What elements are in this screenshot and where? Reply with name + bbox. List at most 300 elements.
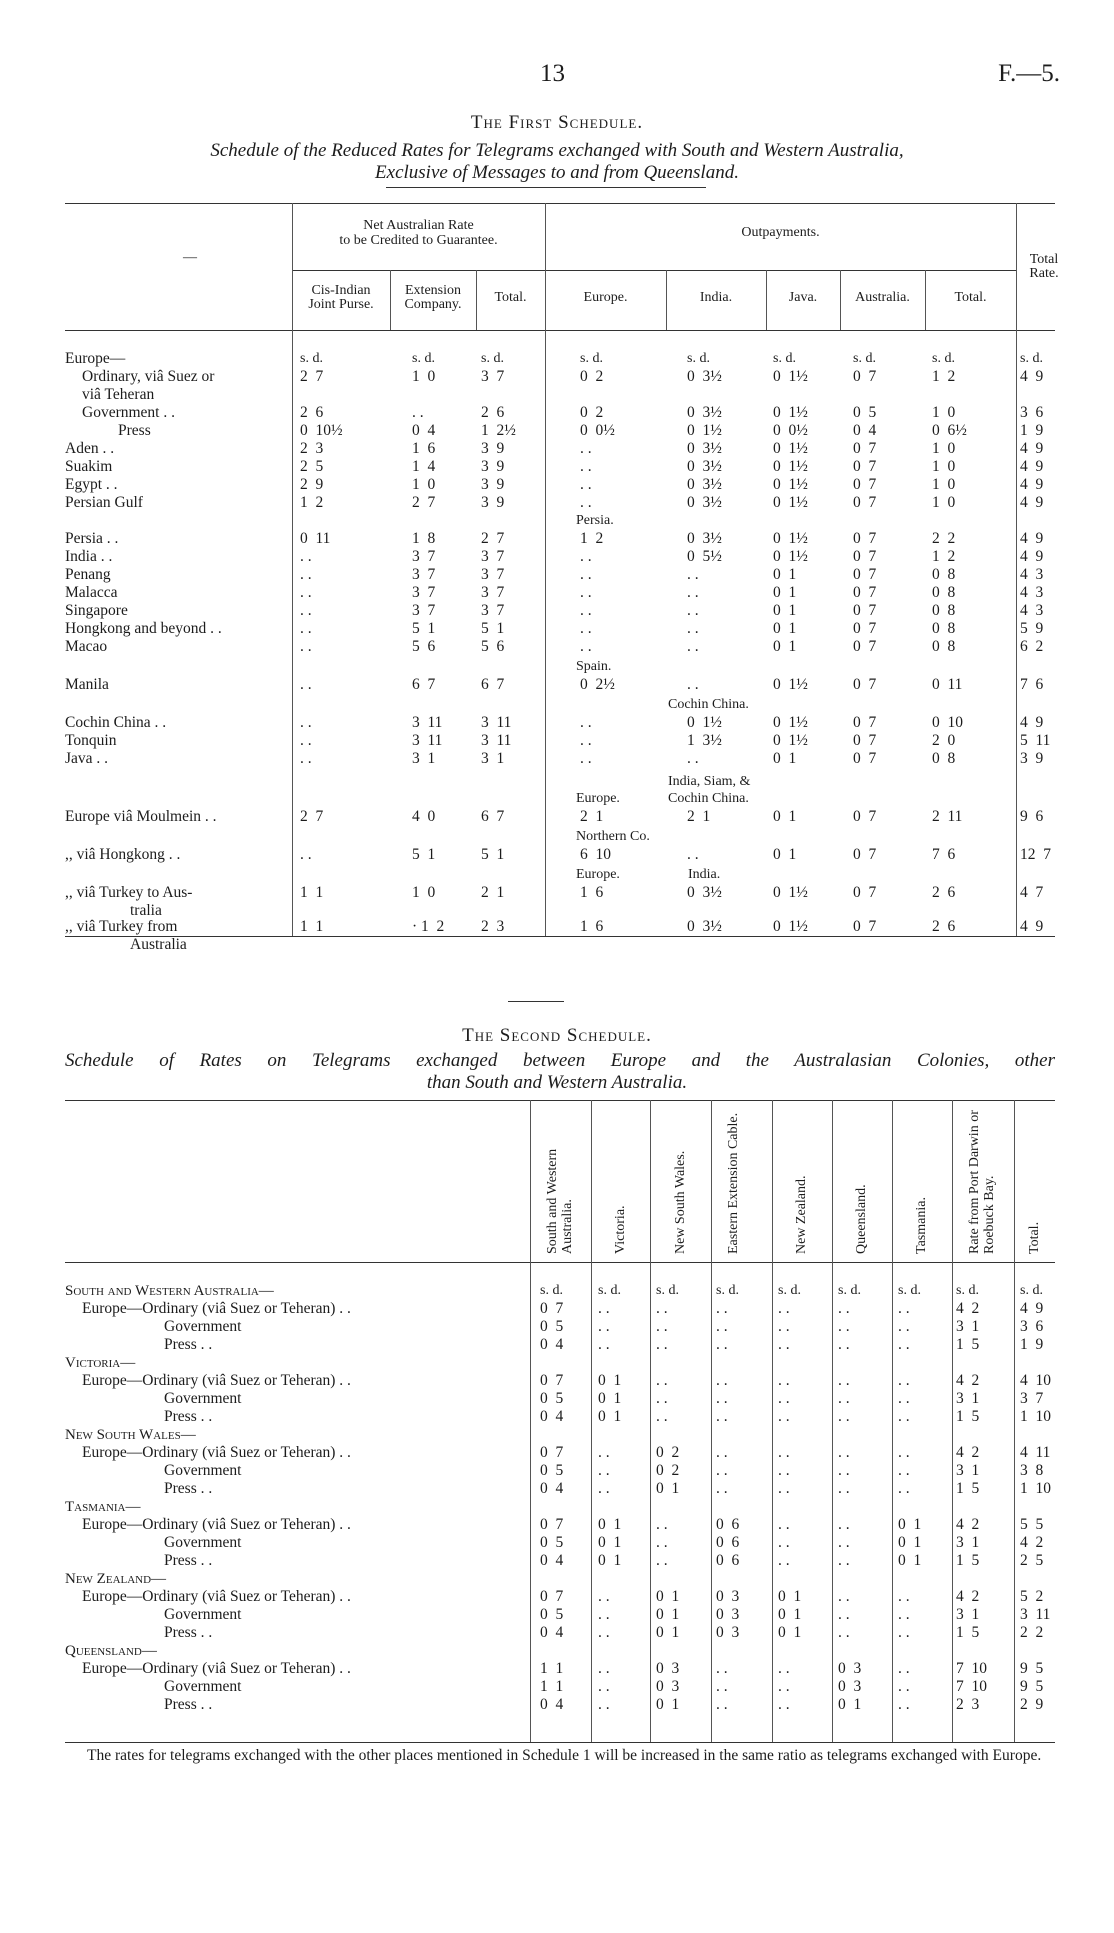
table-cell: . .: [716, 1696, 728, 1713]
table-cell: 0 4: [540, 1408, 564, 1425]
cell-tot: 2 7: [481, 530, 505, 547]
outpayment-route-india: India, Siam, &: [668, 774, 751, 789]
unit-label: s. d.: [598, 1283, 621, 1298]
outpayment-route-india-2: Cochin China.: [668, 791, 749, 806]
table-cell: . .: [898, 1480, 910, 1497]
unit-label: s. d.: [956, 1283, 979, 1298]
table-cell: . .: [898, 1588, 910, 1605]
table-cell: 4 2: [956, 1588, 980, 1605]
cell-tot: 3 9: [481, 476, 505, 493]
cell-eur: . .: [580, 638, 592, 655]
row-label-continued: Australia: [130, 936, 187, 953]
table-cell: . .: [598, 1444, 610, 1461]
cell-tot: 3 7: [481, 584, 505, 601]
header-total-rate-1: Total: [1029, 252, 1059, 267]
table-cell: 0 1: [598, 1552, 622, 1569]
cell-eur: 0 0½: [580, 422, 615, 439]
cell-rate: 5 11: [1020, 732, 1051, 749]
cell-ind: . .: [687, 584, 699, 601]
cell-rate: 4 9: [1020, 440, 1044, 457]
table-cell: . .: [778, 1300, 790, 1317]
table-cell: . .: [838, 1372, 850, 1389]
table-cell: 9 5: [1020, 1660, 1044, 1677]
table-cell: 4 2: [956, 1444, 980, 1461]
cell-otot: 0 10: [932, 714, 963, 731]
cell-cis: 1 2: [300, 494, 324, 511]
table-cell: . .: [898, 1660, 910, 1677]
unit-label: s. d.: [716, 1283, 739, 1298]
cell-rate: 3 6: [1020, 404, 1044, 421]
row-label: Europe—Ordinary (viâ Suez or Teheran) . .: [82, 1300, 351, 1317]
cell-aus: 0 7: [853, 584, 877, 601]
table-cell: . .: [898, 1372, 910, 1389]
cell-ind: 0 3½: [687, 404, 722, 421]
table-cell: 0 1: [598, 1516, 622, 1533]
cell-eur: . .: [580, 750, 592, 767]
outpayment-route-india: Cochin China.: [668, 697, 749, 712]
table-cell: 0 4: [540, 1480, 564, 1497]
table-cell: 0 1: [598, 1534, 622, 1551]
table-cell: 1 10: [1020, 1480, 1051, 1497]
cell-ext: 1 0: [412, 884, 436, 901]
cell-cis: . .: [300, 620, 312, 637]
cell-ind: . .: [687, 676, 699, 693]
cell-rate: 4 9: [1020, 494, 1044, 511]
cell-cis: . .: [300, 566, 312, 583]
table-cell: . .: [778, 1516, 790, 1533]
cell-ind: 2 1: [687, 808, 711, 825]
cell-eur: . .: [580, 458, 592, 475]
table-cell: 0 1: [838, 1696, 862, 1713]
table-cell: . .: [898, 1390, 910, 1407]
cell-aus: 0 7: [853, 368, 877, 385]
row-label: Java . .: [65, 750, 109, 767]
table-cell: 1 9: [1020, 1336, 1044, 1353]
table-cell: 3 8: [1020, 1462, 1044, 1479]
cell-cis: 2 7: [300, 808, 324, 825]
section-heading: Queensland—: [65, 1643, 157, 1659]
cell-ind: . .: [687, 846, 699, 863]
row-label: Macao: [65, 638, 108, 655]
cell-eur: 0 2: [580, 368, 604, 385]
cell-aus: 0 7: [853, 476, 877, 493]
cell-eur: . .: [580, 714, 592, 731]
cell-aus: 0 7: [853, 548, 877, 565]
table-cell: . .: [716, 1660, 728, 1677]
unit-label: s. d.: [1020, 1283, 1043, 1298]
table-cell: 0 3: [656, 1660, 680, 1677]
row-label: ,, viâ Turkey from: [65, 918, 178, 935]
row-label: Government: [164, 1534, 242, 1551]
cell-ext: . .: [412, 404, 424, 421]
cell-jav: 0 1: [773, 750, 797, 767]
table-cell: . .: [838, 1444, 850, 1461]
cell-otot: 1 0: [932, 404, 956, 421]
cell-aus: 0 7: [853, 602, 877, 619]
table-cell: 5 2: [1020, 1588, 1044, 1605]
outpayment-route-europe: Persia.: [576, 513, 614, 528]
table-cell: . .: [898, 1444, 910, 1461]
table-cell: . .: [838, 1390, 850, 1407]
cell-aus: 0 4: [853, 422, 877, 439]
table-cell: . .: [898, 1678, 910, 1695]
cell-cis: 2 5: [300, 458, 324, 475]
table-cell: . .: [778, 1480, 790, 1497]
header-java: Java.: [788, 290, 818, 305]
table-cell: 0 7: [540, 1516, 564, 1533]
table-cell: 0 5: [540, 1606, 564, 1623]
row-label: Government: [164, 1678, 242, 1695]
row-label-continued: tralia: [130, 902, 162, 919]
header-net-group-2: to be Credited to Guarantee.: [339, 233, 498, 248]
cell-cis: 2 9: [300, 476, 324, 493]
cell-ext: 1 4: [412, 458, 436, 475]
table-cell: . .: [716, 1408, 728, 1425]
page-number: 13: [540, 60, 565, 87]
cell-rate: 12 7: [1020, 846, 1051, 863]
cell-cis: . .: [300, 602, 312, 619]
table-cell: 0 7: [540, 1300, 564, 1317]
table-cell: 0 3: [716, 1588, 740, 1605]
table-cell: . .: [716, 1390, 728, 1407]
cell-eur: 0 2½: [580, 676, 615, 693]
table-cell: 0 2: [656, 1462, 680, 1479]
table-cell: . .: [838, 1552, 850, 1569]
table-cell: . .: [898, 1336, 910, 1353]
table-cell: 4 11: [1020, 1444, 1051, 1461]
row-label: Malacca: [65, 584, 118, 601]
cell-rate: 1 9: [1020, 422, 1044, 439]
table-cell: . .: [656, 1408, 668, 1425]
column-header: Queensland.: [854, 1184, 869, 1254]
table-cell: 3 1: [956, 1390, 980, 1407]
cell-otot: 0 8: [932, 750, 956, 767]
table-cell: 0 1: [898, 1534, 922, 1551]
cell-eur: 0 2: [580, 404, 604, 421]
table-cell: 0 4: [540, 1624, 564, 1641]
cell-otot: 2 6: [932, 884, 956, 901]
table-cell: . .: [598, 1480, 610, 1497]
cell-tot: 5 1: [481, 620, 505, 637]
row-label: Press . .: [164, 1696, 213, 1713]
row-label: Hongkong and beyond . .: [65, 620, 222, 637]
table-cell: 0 6: [716, 1552, 740, 1569]
cell-eur: . .: [580, 620, 592, 637]
table-cell: 0 4: [540, 1696, 564, 1713]
cell-otot: 2 11: [932, 808, 963, 825]
table-cell: 2 5: [1020, 1552, 1044, 1569]
schedule2-title: The Second Schedule.: [462, 1025, 652, 1046]
table-cell: . .: [598, 1336, 610, 1353]
column-header: New South Wales.: [672, 1150, 688, 1254]
table-cell: 0 7: [540, 1372, 564, 1389]
cell-jav: 0 1: [773, 566, 797, 583]
cell-otot: 2 0: [932, 732, 956, 749]
cell-cis: . .: [300, 584, 312, 601]
cell-rate: 4 7: [1020, 884, 1044, 901]
cell-eur: . .: [580, 584, 592, 601]
cell-aus: 0 7: [853, 530, 877, 547]
table-cell: 0 7: [540, 1444, 564, 1461]
cell-otot: 1 0: [932, 458, 956, 475]
schedule2-subtitle-1: Schedule of Rates on Telegrams exchanged between Europe and the Australasian Colonies, other: [65, 1050, 1055, 1071]
cell-otot: 1 2: [932, 368, 956, 385]
cell-tot: 3 9: [481, 458, 505, 475]
cell-ext: 4 0: [412, 808, 436, 825]
unit-label: s. d.: [778, 1283, 801, 1298]
cell-cis: 2 6: [300, 404, 324, 421]
cell-ext: 3 7: [412, 548, 436, 565]
cell-eur: . .: [580, 476, 592, 493]
cell-jav: 0 1½: [773, 494, 808, 511]
cell-jav: 0 1: [773, 584, 797, 601]
cell-cis: . .: [300, 676, 312, 693]
table-cell: . .: [898, 1300, 910, 1317]
row-label: Suakim: [65, 458, 113, 475]
cell-jav: 0 1½: [773, 368, 808, 385]
cell-aus: 0 7: [853, 884, 877, 901]
table-cell: 2 3: [956, 1696, 980, 1713]
cell-ext: 1 0: [412, 368, 436, 385]
cell-cis: . .: [300, 846, 312, 863]
cell-eur: . .: [580, 602, 592, 619]
cell-tot: 5 6: [481, 638, 505, 655]
cell-jav: 0 1½: [773, 918, 808, 935]
cell-otot: 0 8: [932, 566, 956, 583]
table-cell: 4 2: [956, 1516, 980, 1533]
cell-tot: 3 7: [481, 368, 505, 385]
row-label: Government: [164, 1606, 242, 1623]
table-cell: . .: [778, 1372, 790, 1389]
cell-aus: 0 5: [853, 404, 877, 421]
cell-cis: 1 1: [300, 918, 324, 935]
table-cell: 3 6: [1020, 1318, 1044, 1335]
row-label: Aden . .: [65, 440, 115, 457]
schedule1-subtitle-1: Schedule of the Reduced Rates for Telegrams exchanged with South and Western Australia,: [210, 140, 904, 161]
cell-otot: 0 8: [932, 602, 956, 619]
cell-cis: 2 3: [300, 440, 324, 457]
table-cell: 3 1: [956, 1318, 980, 1335]
row-label: Europe—Ordinary (viâ Suez or Teheran) . .: [82, 1516, 351, 1533]
row-label: Persia . .: [65, 530, 119, 547]
row-label: Government . .: [82, 404, 175, 421]
table-cell: . .: [778, 1390, 790, 1407]
cell-cis: . .: [300, 714, 312, 731]
cell-rate: 4 9: [1020, 918, 1044, 935]
cell-ext: 1 0: [412, 476, 436, 493]
table-cell: 4 9: [1020, 1300, 1044, 1317]
table-cell: . .: [716, 1678, 728, 1695]
cell-jav: 0 1½: [773, 440, 808, 457]
cell-cis: 2 7: [300, 368, 324, 385]
table-cell: 0 1: [598, 1408, 622, 1425]
cell-ind: . .: [687, 638, 699, 655]
cell-rate: 7 6: [1020, 676, 1044, 693]
header-australia: Australia.: [855, 290, 910, 305]
cell-tot: 3 7: [481, 602, 505, 619]
cell-eur: 1 2: [580, 530, 604, 547]
section-heading: Tasmania—: [65, 1499, 141, 1515]
cell-cis: . .: [300, 750, 312, 767]
cell-ind: 0 5½: [687, 548, 722, 565]
table-cell: 0 7: [540, 1588, 564, 1605]
cell-rate: 4 3: [1020, 566, 1044, 583]
schedule-note: The rates for telegrams exchanged with the other places mentioned in Schedule 1 will be increased in the same ratio as telegrams exchanged with Europe.: [87, 1747, 1042, 1764]
cell-eur: . .: [580, 440, 592, 457]
cell-ext: 6 7: [412, 676, 436, 693]
table-cell: 0 1: [898, 1516, 922, 1533]
cell-rate: 4 9: [1020, 476, 1044, 493]
cell-otot: 1 2: [932, 548, 956, 565]
table-cell: 1 5: [956, 1408, 980, 1425]
table-cell: . .: [838, 1408, 850, 1425]
table-cell: . .: [598, 1660, 610, 1677]
table-cell: . .: [778, 1552, 790, 1569]
cell-cis: 1 1: [300, 884, 324, 901]
cell-tot: 3 7: [481, 548, 505, 565]
table-cell: . .: [716, 1300, 728, 1317]
unit-label: s. d.: [687, 351, 710, 366]
table-cell: . .: [656, 1390, 668, 1407]
table-cell: 1 5: [956, 1552, 980, 1569]
cell-tot: 3 1: [481, 750, 505, 767]
table-cell: 4 10: [1020, 1372, 1051, 1389]
table-cell: . .: [656, 1516, 668, 1533]
row-label: Press: [118, 422, 151, 439]
unit-label: s. d.: [412, 351, 435, 366]
unit-label: s. d.: [853, 351, 876, 366]
table-cell: 2 2: [1020, 1624, 1044, 1641]
cell-rate: 4 3: [1020, 602, 1044, 619]
cell-tot: 3 11: [481, 732, 512, 749]
header-europe: Europe.: [583, 290, 628, 305]
table-cell: . .: [778, 1444, 790, 1461]
cell-ind: 0 1½: [687, 422, 722, 439]
column-header: South and Western Australia.: [544, 1148, 575, 1254]
table-cell: 3 1: [956, 1606, 980, 1623]
table-cell: . .: [656, 1552, 668, 1569]
cell-jav: 0 1½: [773, 530, 808, 547]
table-cell: . .: [716, 1480, 728, 1497]
table-cell: 0 1: [656, 1606, 680, 1623]
table-cell: . .: [598, 1606, 610, 1623]
table-cell: 0 1: [656, 1696, 680, 1713]
table-cell: 4 2: [956, 1300, 980, 1317]
table-cell: . .: [656, 1534, 668, 1551]
cell-ext: 3 11: [412, 732, 443, 749]
table-cell: . .: [716, 1372, 728, 1389]
unit-label: s. d.: [481, 351, 504, 366]
cell-ind: . .: [687, 602, 699, 619]
row-label: Press . .: [164, 1552, 213, 1569]
table-cell: 0 1: [656, 1588, 680, 1605]
cell-ext: 1 6: [412, 440, 436, 457]
cell-cis: . .: [300, 638, 312, 655]
cell-rate: 4 9: [1020, 548, 1044, 565]
cell-jav: 0 1: [773, 620, 797, 637]
cell-tot: 6 7: [481, 676, 505, 693]
cell-otot: 0 8: [932, 584, 956, 601]
row-label: Press . .: [164, 1480, 213, 1497]
row-label: Government: [164, 1462, 242, 1479]
header-ext-2: Company.: [404, 297, 462, 312]
unit-label: s. d.: [540, 1283, 563, 1298]
cell-jav: 0 1: [773, 602, 797, 619]
cell-otot: 2 6: [932, 918, 956, 935]
table-cell: 0 2: [656, 1444, 680, 1461]
cell-aus: 0 7: [853, 732, 877, 749]
cell-ext: 3 7: [412, 566, 436, 583]
schedule1-title: The First Schedule.: [470, 112, 644, 133]
cell-cis: 0 11: [300, 530, 331, 547]
table-cell: . .: [598, 1462, 610, 1479]
unit-label: s. d.: [300, 351, 323, 366]
cell-ind: 1 3½: [687, 732, 722, 749]
cell-eur: . .: [580, 548, 592, 565]
row-label-continued: viâ Teheran: [82, 386, 155, 403]
cell-jav: 0 1½: [773, 548, 808, 565]
table-cell: 0 1: [778, 1624, 802, 1641]
cell-ext: 3 7: [412, 602, 436, 619]
header-total2: Total.: [954, 290, 987, 305]
cell-rate: 4 9: [1020, 714, 1044, 731]
cell-aus: 0 7: [853, 676, 877, 693]
cell-jav: 0 1½: [773, 676, 808, 693]
cell-ind: 0 3½: [687, 440, 722, 457]
cell-eur: . .: [580, 732, 592, 749]
table-cell: 2 9: [1020, 1696, 1044, 1713]
cell-ext: 3 7: [412, 584, 436, 601]
section-heading: Victoria—: [65, 1355, 136, 1371]
outpayment-route-india: India.: [688, 867, 721, 882]
cell-ind: 0 3½: [687, 368, 722, 385]
unit-label: s. d.: [656, 1283, 679, 1298]
table-cell: . .: [598, 1300, 610, 1317]
table-cell: . .: [898, 1408, 910, 1425]
cell-jav: 0 1½: [773, 714, 808, 731]
table-cell: 1 1: [540, 1660, 564, 1677]
cell-ext: 2 7: [412, 494, 436, 511]
header-cis-1: Cis-Indian: [311, 283, 371, 298]
table-cell: 0 1: [778, 1606, 802, 1623]
header-outpayments: Outpayments.: [741, 225, 820, 240]
table-cell: . .: [598, 1588, 610, 1605]
row-label: Europe—Ordinary (viâ Suez or Teheran) . .: [82, 1372, 351, 1389]
table-cell: 0 1: [656, 1480, 680, 1497]
row-label: Press . .: [164, 1336, 213, 1353]
cell-ind: 0 3½: [687, 494, 722, 511]
table-cell: 1 10: [1020, 1408, 1051, 1425]
outpayment-route-europe: Europe.: [576, 867, 620, 882]
cell-ext: 3 1: [412, 750, 436, 767]
row-label: Manila: [65, 676, 109, 693]
column-header: Rate from Port Darwin or Roebuck Bay.: [967, 1110, 997, 1254]
section-heading: South and Western Australia—: [65, 1283, 274, 1299]
table-cell: . .: [598, 1318, 610, 1335]
cell-rate: 4 9: [1020, 458, 1044, 475]
table-cell: 9 5: [1020, 1678, 1044, 1695]
row-label: Press . .: [164, 1408, 213, 1425]
table-cell: 3 1: [956, 1534, 980, 1551]
column-header: Victoria.: [612, 1205, 628, 1254]
cell-jav: 0 1½: [773, 732, 808, 749]
table-cell: . .: [838, 1318, 850, 1335]
table-cell: . .: [898, 1462, 910, 1479]
cell-ind: 0 3½: [687, 458, 722, 475]
table-cell: . .: [838, 1516, 850, 1533]
table-cell: 0 1: [898, 1552, 922, 1569]
table-cell: 0 4: [540, 1336, 564, 1353]
